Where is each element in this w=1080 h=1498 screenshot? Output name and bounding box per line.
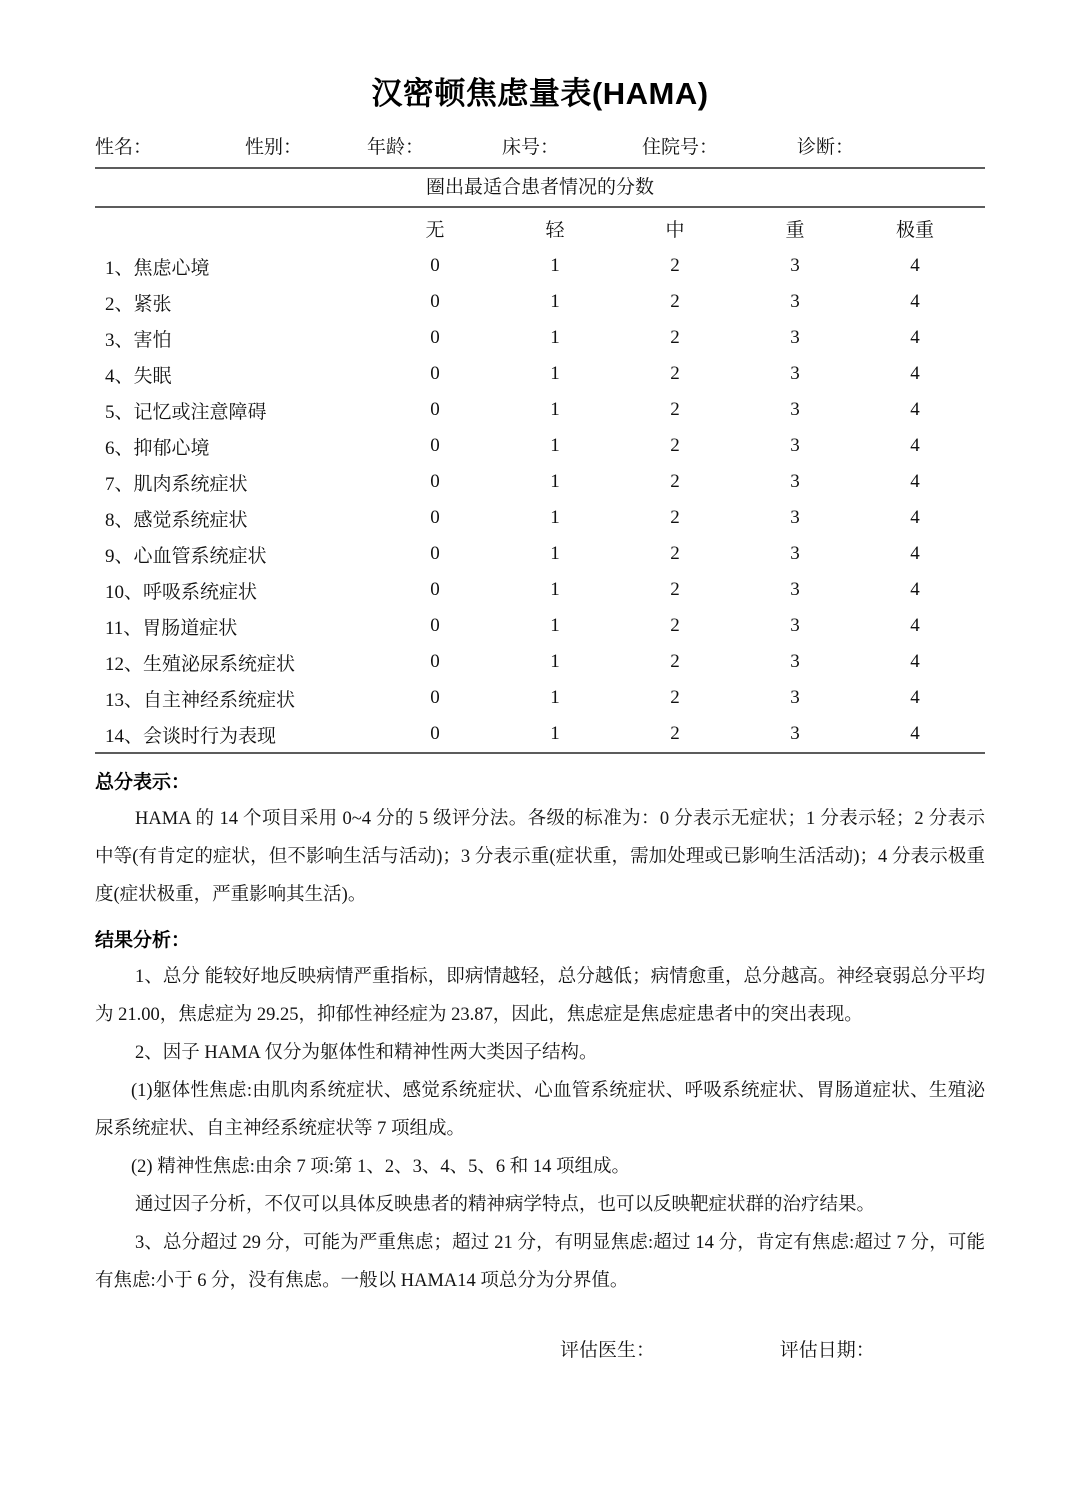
score-option[interactable]: 2: [670, 723, 680, 744]
item-label: 3、害怕: [105, 329, 172, 351]
field-label-hospital-no: 住院号：: [642, 137, 719, 158]
score-option[interactable]: 4: [910, 723, 920, 744]
result-paragraph-1: 1、总分 能较好地反映病情严重指标，即病情越轻，总分越低；病情愈重，总分越高。神经衰弱总分平均为 21.00，焦虑症为 29.25，抑郁性神经症为 23.87，因此，焦虑症是焦虑症患者中的突出表现。: [95, 967, 985, 1025]
score-option[interactable]: 0: [430, 363, 440, 384]
table-row: [95, 536, 975, 572]
item-label: 4、失眠: [105, 365, 172, 387]
score-option[interactable]: 4: [910, 543, 920, 564]
score-option[interactable]: 2: [670, 651, 680, 672]
table-row: [95, 572, 975, 608]
field-label-age: 年龄：: [367, 137, 425, 158]
item-label: 11、胃肠道症状: [105, 617, 238, 639]
item-label: 5、记忆或注意障碍: [105, 401, 267, 423]
item-label: 14、会谈时行为表现: [105, 725, 277, 747]
item-label: 7、肌肉系统症状: [105, 473, 248, 495]
score-option[interactable]: 3: [790, 579, 800, 600]
score-option[interactable]: 3: [790, 687, 800, 708]
page-title: 汉密顿焦虑量表(HAMA): [371, 76, 709, 111]
score-option[interactable]: 1: [550, 579, 560, 600]
score-option[interactable]: 0: [430, 579, 440, 600]
score-option[interactable]: 1: [550, 723, 560, 744]
score-option[interactable]: 0: [430, 471, 440, 492]
score-option[interactable]: 0: [430, 651, 440, 672]
score-table-body: [95, 248, 975, 752]
item-label: 13、自主神经系统症状: [105, 689, 296, 711]
score-option[interactable]: 1: [550, 291, 560, 312]
instruction-banner: 圈出最适合患者情况的分数: [425, 177, 654, 198]
patient-field-row: [95, 114, 985, 161]
field-label-assessor: 评估医生：: [560, 1340, 656, 1361]
field-label-gender: 性别：: [245, 137, 303, 158]
score-option[interactable]: 1: [550, 687, 560, 708]
score-option[interactable]: 1: [550, 651, 560, 672]
item-label: 6、抑郁心境: [105, 437, 210, 459]
score-option[interactable]: 1: [550, 435, 560, 456]
score-option[interactable]: 4: [910, 615, 920, 636]
score-option[interactable]: 4: [910, 255, 920, 276]
score-option[interactable]: 0: [430, 543, 440, 564]
table-row: [95, 500, 975, 536]
section-heading-total-score: 总分表示：: [95, 772, 191, 793]
item-label: 2、紧张: [105, 293, 172, 315]
score-option[interactable]: 3: [790, 651, 800, 672]
score-option[interactable]: 2: [670, 327, 680, 348]
table-row: [95, 392, 975, 428]
score-option[interactable]: 2: [670, 399, 680, 420]
score-option[interactable]: 4: [910, 399, 920, 420]
score-option[interactable]: 1: [550, 363, 560, 384]
table-row: [95, 608, 975, 644]
field-label-assess-date: 评估日期：: [779, 1340, 875, 1361]
score-option[interactable]: 3: [790, 615, 800, 636]
score-option[interactable]: 0: [430, 255, 440, 276]
table-row: [95, 464, 975, 500]
field-label-diagnosis: 诊断：: [797, 137, 855, 158]
score-option[interactable]: 0: [430, 327, 440, 348]
result-paragraph-2-1: (1)躯体性焦虑:由肌肉系统症状、感觉系统症状、心血管系统症状、呼吸系统症状、胃肠道症状、生殖泌尿系统症状、自主神经系统症状等 7 项组成。: [95, 1081, 985, 1139]
table-row: [95, 320, 975, 356]
score-option[interactable]: 4: [910, 363, 920, 384]
field-label-name: 性名：: [95, 137, 153, 158]
score-option[interactable]: 3: [790, 327, 800, 348]
score-option[interactable]: 3: [790, 543, 800, 564]
score-option[interactable]: 0: [430, 723, 440, 744]
item-label: 1、焦虑心境: [105, 257, 210, 279]
score-option[interactable]: 4: [910, 651, 920, 672]
score-option[interactable]: 3: [790, 399, 800, 420]
score-option[interactable]: 3: [790, 255, 800, 276]
score-option[interactable]: 4: [910, 507, 920, 528]
score-option[interactable]: 2: [670, 543, 680, 564]
result-paragraph-3: 3、总分超过 29 分，可能为严重焦虑；超过 21 分，有明显焦虑:超过 14 分，肯定有焦虑:超过 7 分，可能有焦虑:小于 6 分，没有焦虑。一般以 HAMA14 项总分为分界值。: [95, 1233, 985, 1291]
score-option[interactable]: 0: [430, 687, 440, 708]
result-paragraph-2-3: 通过因子分析，不仅可以具体反映患者的精神病学特点，也可以反映靶症状群的治疗结果。: [135, 1195, 876, 1215]
score-table: [95, 208, 975, 752]
score-option[interactable]: 4: [910, 327, 920, 348]
table-row: [95, 356, 975, 392]
signature-footer: [95, 1338, 985, 1364]
table-row: [95, 248, 975, 284]
score-option[interactable]: 0: [430, 399, 440, 420]
table-row: [95, 716, 975, 752]
table-row: [95, 284, 975, 320]
score-option[interactable]: 2: [670, 255, 680, 276]
score-option[interactable]: 3: [790, 435, 800, 456]
column-header-severe: 重: [785, 219, 805, 241]
score-option[interactable]: 1: [550, 255, 560, 276]
result-paragraph-2: 2、因子 HAMA 仅分为躯体性和精神性两大类因子结构。: [135, 1043, 598, 1063]
field-label-bed-no: 床号：: [502, 137, 560, 158]
score-option[interactable]: 1: [550, 327, 560, 348]
item-label: 10、呼吸系统症状: [105, 581, 258, 603]
score-option[interactable]: 4: [910, 687, 920, 708]
item-label: 8、感觉系统症状: [105, 509, 248, 531]
score-option[interactable]: 1: [550, 399, 560, 420]
score-option[interactable]: 2: [670, 615, 680, 636]
score-option[interactable]: 3: [790, 471, 800, 492]
total-score-paragraph: HAMA 的 14 个项目采用 0~4 分的 5 级评分法。各级的标准为：0 分表示无症状；1 分表示轻；2 分表示中等(有肯定的症状，但不影响生活与活动)；3 分表示重(症状重，需加处理或已影响生活活动)；4 分表示极重度(症状极重，严重影响其生活)。: [95, 809, 985, 905]
score-option[interactable]: 3: [790, 291, 800, 312]
score-option[interactable]: 0: [430, 435, 440, 456]
column-header-mild: 轻: [545, 219, 565, 241]
score-option[interactable]: 2: [670, 435, 680, 456]
score-option[interactable]: 2: [670, 471, 680, 492]
score-option[interactable]: 0: [430, 507, 440, 528]
column-header-moderate: 中: [665, 219, 685, 241]
score-option[interactable]: 2: [670, 579, 680, 600]
score-option[interactable]: 2: [670, 291, 680, 312]
item-label: 12、生殖泌尿系统症状: [105, 653, 296, 675]
table-row: [95, 680, 975, 716]
column-header-none: 无: [425, 219, 445, 241]
score-option[interactable]: 3: [790, 363, 800, 384]
score-option[interactable]: 4: [910, 579, 920, 600]
table-row: [95, 644, 975, 680]
score-option[interactable]: 3: [790, 723, 800, 744]
score-option[interactable]: 1: [550, 507, 560, 528]
score-option[interactable]: 2: [670, 687, 680, 708]
score-option[interactable]: 4: [910, 435, 920, 456]
score-option[interactable]: 4: [910, 471, 920, 492]
result-paragraph-2-2: (2) 精神性焦虑:由余 7 项:第 1、2、3、4、5、6 和 14 项组成。: [131, 1157, 630, 1177]
column-header-very-severe: 极重: [895, 219, 934, 241]
score-table-head: [95, 208, 975, 248]
score-option[interactable]: 2: [670, 507, 680, 528]
score-option[interactable]: 3: [790, 507, 800, 528]
table-row: [95, 428, 975, 464]
score-table-header-row: [95, 208, 975, 248]
score-option[interactable]: 0: [430, 615, 440, 636]
score-option[interactable]: 1: [550, 543, 560, 564]
score-option[interactable]: 1: [550, 471, 560, 492]
score-option[interactable]: 4: [910, 291, 920, 312]
column-header-item: [95, 208, 375, 248]
score-option[interactable]: 0: [430, 291, 440, 312]
section-heading-result-analysis: 结果分析：: [95, 930, 191, 951]
score-option[interactable]: 2: [670, 363, 680, 384]
score-option[interactable]: 1: [550, 615, 560, 636]
item-label: 9、心血管系统症状: [105, 545, 267, 567]
